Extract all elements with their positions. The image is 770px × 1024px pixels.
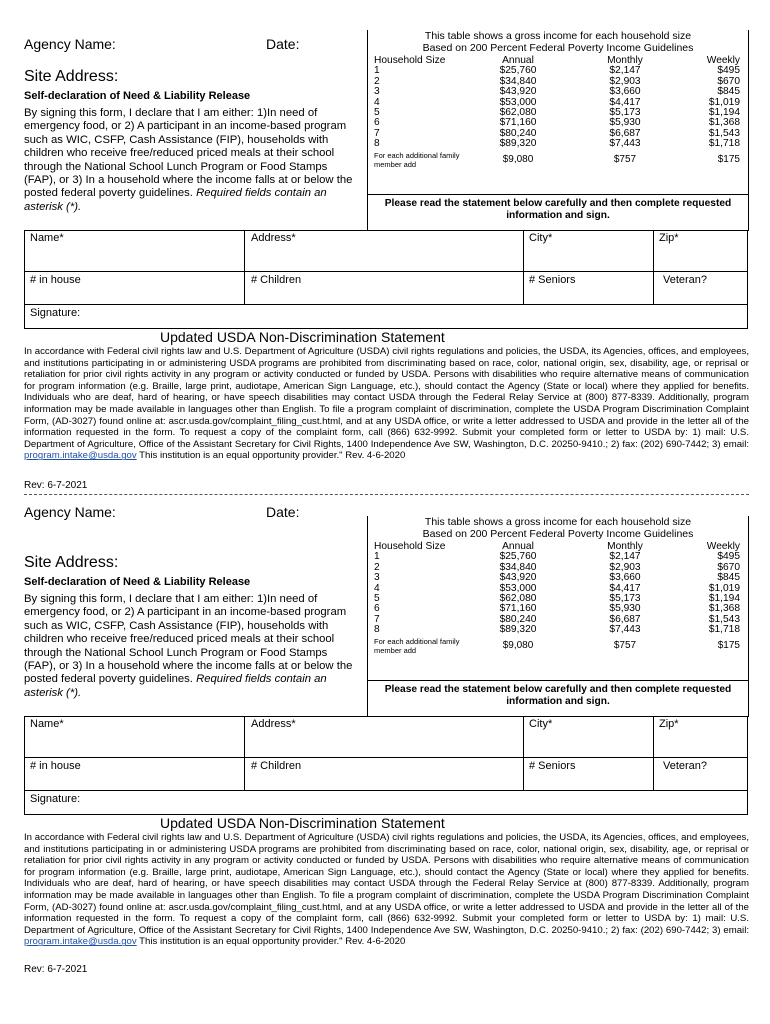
declaration-text: By signing this form, I declare that I am either: 1)In need of emergency food, or 2) A participant in an income-based program such as WIC, CSFP, Cash Assistance (FIP), households with children who receive free/reduced priced meals at their school through the National School Lunch Program or Food Stamps (FAP), or 3) In a household where the income falls at or below the posted federal poverty guidelines. Required fields contain an asterisk (*). [24, 107, 353, 213]
table-row: 5 $62,080 $5,173 $1,194 [374, 593, 740, 605]
income-table [374, 56, 744, 172]
in-house-field[interactable]: # in house [30, 760, 81, 772]
income-table-box [367, 30, 749, 231]
income-table-caption: This table shows a gross income for each household size Based on 200 Percent Federal Poverty Income Guidelines [422, 516, 694, 540]
applicant-info-grid [24, 716, 748, 815]
revision-label: Rev: 6-7-2021 [24, 964, 88, 975]
table-row: 3 $43,920 $3,660 $845 [374, 86, 740, 98]
in-house-field[interactable]: # in house [30, 274, 81, 286]
zip-field[interactable]: Zip* [659, 718, 679, 730]
date-label: Date: [266, 504, 300, 520]
income-table [374, 542, 744, 658]
zip-field[interactable]: Zip* [659, 232, 679, 244]
table-row: 7 $80,240 $6,687 $1,543 [374, 127, 740, 139]
email-link[interactable]: program.intake@usda.gov [24, 936, 137, 948]
table-row: 1 $25,760 $2,147 $495 [374, 65, 740, 77]
address-field[interactable]: Address* [251, 232, 296, 244]
veteran-field[interactable]: Veteran? [663, 760, 708, 772]
name-field[interactable]: Name* [30, 718, 64, 730]
declaration-text: By signing this form, I declare that I am either: 1)In need of emergency food, or 2) A participant in an income-based program such as WIC, CSFP, Cash Assistance (FIP), households with children who receive free/reduced priced meals at their school through the National School Lunch Program or Food Stamps (FAP), or 3) In a household where the income falls at or below the posted federal poverty guidelines. Required fields contain an asterisk (*). [24, 593, 353, 699]
seniors-field[interactable]: # Seniors [529, 274, 576, 286]
city-field[interactable]: City* [529, 232, 553, 244]
income-table-caption: This table shows a gross income for each household size Based on 200 Percent Federal Poverty Income Guidelines [422, 30, 694, 54]
please-read-notice: Please read the statement below carefully and then complete requested information and sign. [368, 680, 748, 708]
income-table-box [367, 516, 749, 717]
table-row: 4 $53,000 $4,417 $1,019 [374, 582, 740, 594]
statement-rev-date: Rev. 4-6-2020 [345, 936, 406, 948]
table-row: 7 $80,240 $6,687 $1,543 [374, 613, 740, 625]
statement-title: Updated USDA Non-Discrimination Statement [160, 815, 445, 831]
form-copy-bottom [0, 486, 770, 986]
site-address-label: Site Address: [24, 554, 119, 571]
address-field[interactable]: Address* [251, 718, 296, 730]
self-declaration-title: Self-declaration of Need & Liability Release [24, 576, 251, 588]
veteran-field[interactable]: Veteran? [663, 274, 708, 286]
additional-member-row: For each additional family member add $9,080 $757 $175 [374, 151, 740, 169]
table-row: 2 $34,840 $2,903 $670 [374, 561, 740, 573]
email-link[interactable]: program.intake@usda.gov [24, 450, 137, 462]
required-fields-note: Required fields contain an asterisk (*). [24, 673, 327, 699]
additional-member-row: For each additional family member add $9,080 $757 $175 [374, 637, 740, 655]
children-field[interactable]: # Children [251, 760, 302, 772]
non-discrimination-statement: In accordance with Federal civil rights law and U.S. Department of Agriculture (USDA) civil rights regulations and policies, the USDA, its Agencies, offices, and employees, and institutions participating in or administering USDA programs are prohibited from discriminating based on race, color, national origin, sex, disability, age, or reprisal or retaliation for prior civil rights activity in any program or activity conducted or funded by USDA. Persons with disabilities who require alternative means of communication for program information (e.g. Braille, large print, audiotape, American Sign Language, etc.), should contact the Agency (State or local) where they applied for benefits. Individuals who are deaf, hard of hearing, or have speech disabilities may contact USDA through the Federal Relay Service at (800) 877-8339. Additionally, program information may be made available in languages other than English. To file a program complaint of discrimination, complete the USDA Program Discrimination Complaint Form, (AD-3027) found online at: ascr.usda.gov/complaint_filing_cust.html, and at any USDA office, or write a letter addressed to USDA and provide in the letter all of the information requested in the form. To request a copy of the complaint form, call (866) 632-9992. Submit your completed form or letter to USDA by: 1) mail: U.S. Department of Agriculture, Office of the Assistant Secretary for Civil Rights, 1400 Independence Ave SW, Washington, D.C. 20250-9410.; 2) fax: (202) 690-7442; 3) email: program.intake@usda.gov This institution is an equal opportunity provider." Rev. 4-6-2020 [24, 832, 749, 948]
self-declaration-title: Self-declaration of Need & Liability Release [24, 90, 251, 102]
table-row: 6 $71,160 $5,930 $1,368 [374, 117, 740, 129]
non-discrimination-statement: In accordance with Federal civil rights law and U.S. Department of Agriculture (USDA) civil rights regulations and policies, the USDA, its Agencies, offices, and employees, and institutions participating in or administering USDA programs are prohibited from discriminating based on race, color, national origin, sex, disability, age, or reprisal or retaliation for prior civil rights activity in any program or activity conducted or funded by USDA. Persons with disabilities who require alternative means of communication for program information (e.g. Braille, large print, audiotape, American Sign Language, etc.), should contact the Agency (State or local) where they applied for benefits. Individuals who are deaf, hard of hearing, or have speech disabilities may contact USDA through the Federal Relay Service at (800) 877-8339. Additionally, program information may be made available in languages other than English. To file a program complaint of discrimination, complete the USDA Program Discrimination Complaint Form, (AD-3027) found online at: ascr.usda.gov/complaint_filing_cust.html, and at any USDA office, or write a letter addressed to USDA and provide in the letter all of the information requested in the form. To request a copy of the complaint form, call (866) 632-9992. Submit your completed form or letter to USDA by: 1) mail: U.S. Department of Agriculture, Office of the Assistant Secretary for Civil Rights, 1400 Independence Ave SW, Washington, D.C. 20250-9410.; 2) fax: (202) 690-7442; 3) email: program.intake@usda.gov This institution is an equal opportunity provider." Rev. 4-6-2020 [24, 346, 749, 462]
income-table-header: Household Size Annual Monthly Weekly [374, 55, 740, 66]
table-row: 5 $62,080 $5,173 $1,194 [374, 107, 740, 119]
name-field[interactable]: Name* [30, 232, 64, 244]
agency-name-label: Agency Name: [24, 36, 116, 52]
date-label: Date: [266, 36, 300, 52]
agency-name-label: Agency Name: [24, 504, 116, 520]
signature-field[interactable]: Signature: [30, 793, 81, 805]
required-fields-note: Required fields contain an asterisk (*). [24, 187, 327, 213]
table-row: 6 $71,160 $5,930 $1,368 [374, 603, 740, 615]
applicant-info-grid [24, 230, 748, 329]
form-copy-top [0, 0, 770, 500]
seniors-field[interactable]: # Seniors [529, 760, 576, 772]
table-row: 3 $43,920 $3,660 $845 [374, 572, 740, 584]
children-field[interactable]: # Children [251, 274, 302, 286]
table-row: 8 $89,320 $7,443 $1,718 [374, 138, 740, 150]
table-row: 4 $53,000 $4,417 $1,019 [374, 96, 740, 108]
table-row: 8 $89,320 $7,443 $1,718 [374, 624, 740, 636]
city-field[interactable]: City* [529, 718, 553, 730]
table-row: 2 $34,840 $2,903 $670 [374, 75, 740, 87]
revision-label: Rev: 6-7-2021 [24, 480, 88, 491]
statement-rev-date: Rev. 4-6-2020 [345, 450, 406, 462]
table-row: 1 $25,760 $2,147 $495 [374, 551, 740, 563]
site-address-label: Site Address: [24, 68, 119, 85]
income-table-header: Household Size Annual Monthly Weekly [374, 541, 740, 552]
please-read-notice: Please read the statement below carefully and then complete requested information and sign. [368, 194, 748, 222]
statement-title: Updated USDA Non-Discrimination Statement [160, 329, 445, 345]
signature-field[interactable]: Signature: [30, 307, 81, 319]
